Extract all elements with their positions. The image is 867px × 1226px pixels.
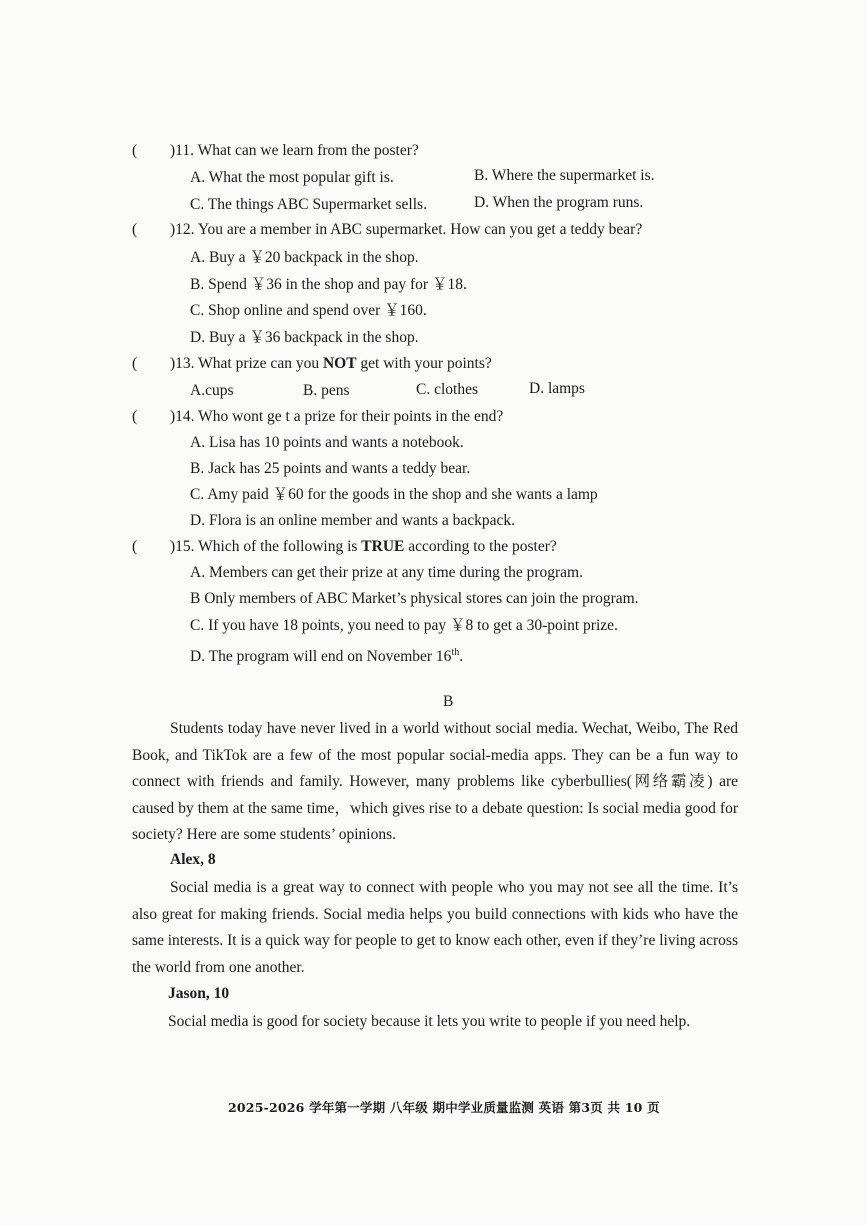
option-12b: B. Spend ￥36 in the shop and pay for ￥18.	[190, 276, 467, 293]
opinion-paragraph: Social media is a great way to connect with people who you may not see all the time. It’s also great for making friends. Social media helps you build connections with kids who have the same interests. It is a quick way for people to get to know each other, even if they’re living across the world from one another.	[132, 879, 738, 976]
option-12a: A. Buy a ￥20 backpack in the shop.	[190, 249, 419, 266]
opinion-author: Alex, 8	[170, 851, 216, 868]
ordinal-suffix: th	[451, 647, 460, 658]
question-text: )13. What prize can you NOT get with your points?	[170, 355, 492, 372]
question-text: )12. You are a member in ABC supermarket. How can you get a teddy bear?	[170, 221, 643, 238]
intro-paragraph: Students today have never lived in a world without social media. Wechat, Weibo, The Red Book, and TikTok are a few of the most popular social-media apps. They can be a fun way to connect with friends and family. However, many problems like cyberbullies(网络霸凌) are caused by them at the same time，which gives rise to a debate question: Is social media good for society? Here are some students’ opinions.	[132, 720, 738, 844]
option-12c: C. Shop online and spend over ￥160.	[190, 302, 427, 319]
option-13c: C. clothes	[416, 381, 478, 398]
option-14a: A. Lisa has 10 points and wants a notebook.	[190, 434, 464, 451]
option-12d: D. Buy a ￥36 backpack in the shop.	[190, 329, 419, 346]
question-text: )14. Who wont ge t a prize for their points in the end?	[170, 408, 504, 425]
option-11a: A. What the most popular gift is.	[190, 169, 394, 186]
option-15c: C. If you have 18 points, you need to pay ￥8 to get a 30-point prize.	[190, 617, 618, 634]
keyword-not: NOT	[322, 355, 357, 372]
answer-paren-open[interactable]: (	[132, 221, 138, 238]
question-text: )15. Which of the following is TRUE according to the poster?	[170, 538, 557, 555]
section-title: B	[443, 693, 454, 710]
option-15b: B Only members of ABC Market’s physical stores can join the program.	[190, 590, 639, 607]
answer-paren-open[interactable]: (	[132, 408, 138, 425]
answer-paren-open[interactable]: (	[132, 142, 138, 159]
opinion-author: Jason, 10	[168, 985, 230, 1002]
option-15d: D. The program will end on November 16th.	[190, 647, 464, 666]
page-footer: 2025-2026 学年第一学期 八年级 期中学业质量监测 英语 第3页 共 10 页	[228, 1100, 660, 1115]
opinion-paragraph: Social media is good for society because it lets you write to people if you need help.	[168, 1013, 691, 1030]
option-15a: A. Members can get their prize at any time during the program.	[190, 564, 583, 581]
option-13a: A.cups	[190, 382, 234, 399]
option-11d: D. When the program runs.	[474, 194, 644, 211]
option-14b: B. Jack has 25 points and wants a teddy bear.	[190, 460, 471, 477]
option-13b: B. pens	[303, 382, 350, 399]
keyword-true: TRUE	[361, 538, 405, 555]
answer-paren-open[interactable]: (	[132, 538, 138, 555]
option-11b: B. Where the supermarket is.	[474, 167, 655, 184]
option-14c: C. Amy paid ￥60 for the goods in the shop and she wants a lamp	[190, 486, 598, 503]
answer-paren-open[interactable]: (	[132, 355, 138, 372]
option-14d: D. Flora is an online member and wants a backpack.	[190, 512, 515, 529]
option-13d: D. lamps	[529, 380, 585, 397]
option-11c: C. The things ABC Supermarket sells.	[190, 196, 427, 213]
question-text: )11. What can we learn from the poster?	[170, 142, 419, 159]
